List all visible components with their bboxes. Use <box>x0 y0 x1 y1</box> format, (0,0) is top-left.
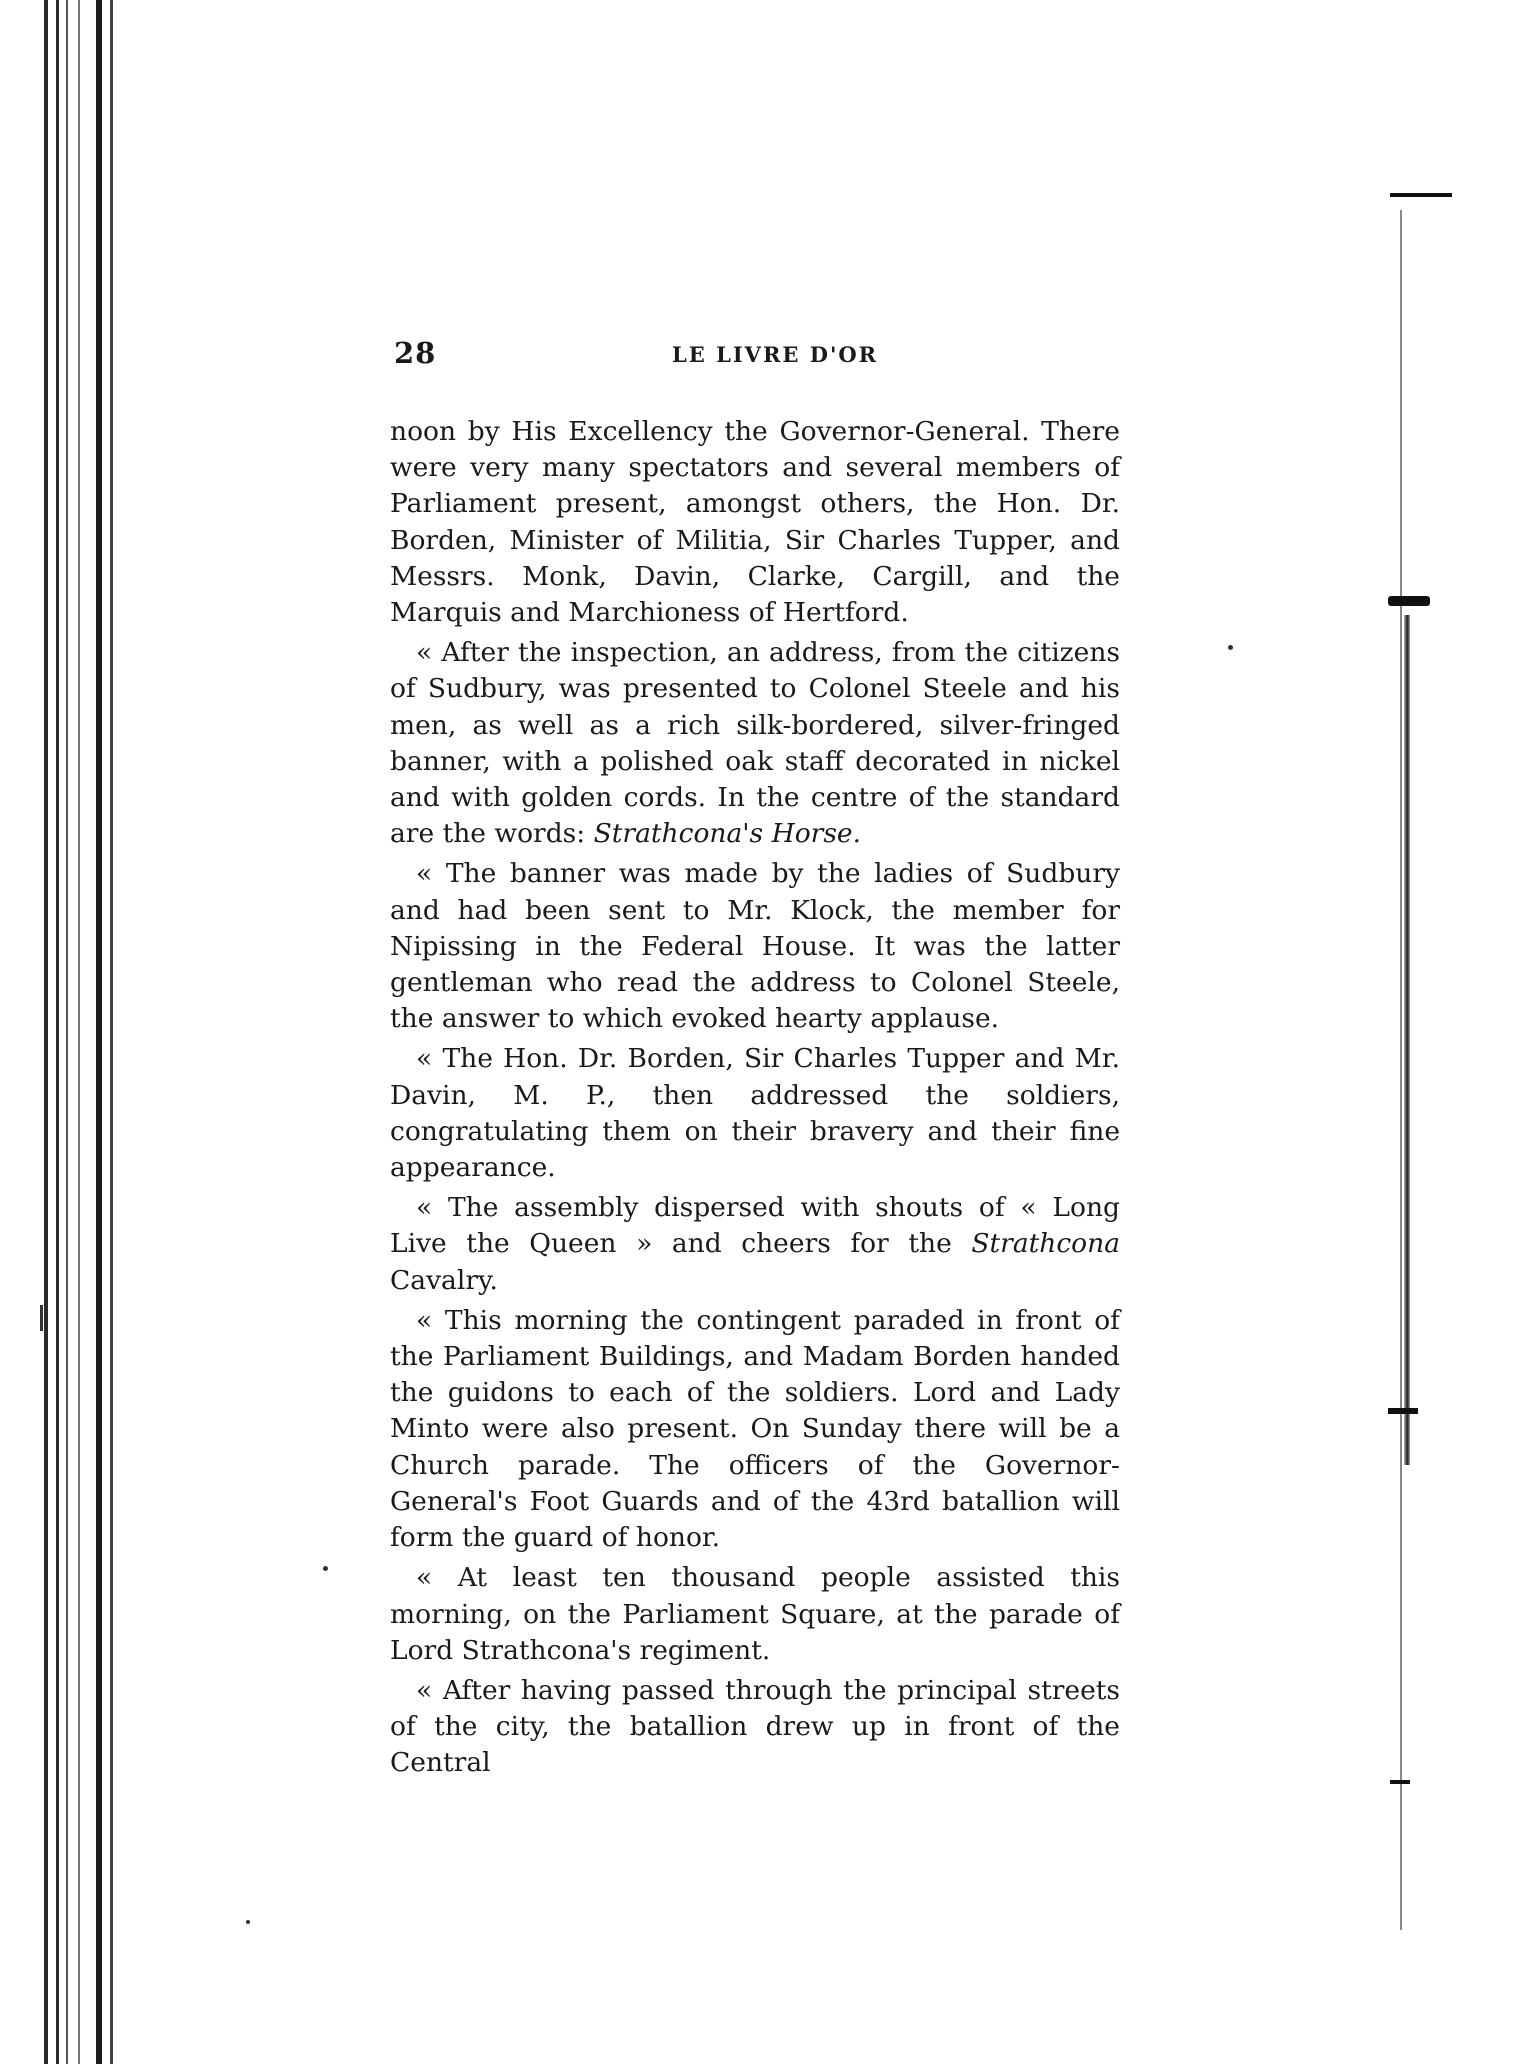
paragraph-4 <box>390 1041 1120 1186</box>
paragraph-text: noon by His Excellency the Governor-General. There were very many spectators and several members of Parliament present, amongst others, the Hon. Dr. Borden, Minister of Militia, Sir Charles Tupper, and Messrs. Monk, Davin, Clarke, Cargill, and the Marquis and Marchioness of Hertford. <box>390 416 1120 629</box>
binding-line <box>78 0 80 2064</box>
paragraph-text: « The assembly dispersed with shouts of « Long Live the Queen » and cheers for the <box>390 1192 1120 1260</box>
book-page <box>390 330 1120 1786</box>
paragraph-3 <box>390 856 1120 1037</box>
running-title: LE LIVRE D'OR <box>672 342 879 367</box>
page-tick-mark <box>1390 193 1452 197</box>
paragraph-7 <box>390 1560 1120 1669</box>
binding-line <box>96 0 102 2064</box>
paper-speck <box>1228 645 1233 650</box>
paragraph-text: « After the inspection, an address, from the citizens of Sudbury, was presented to Colonel Steele and his men, as well as a rich silk-bordered, silver-fringed banner, with a polished oak staff decorated in nickel and with golden cords. In the centre of the standard are the words: <box>390 637 1120 850</box>
paragraph-2 <box>390 635 1120 852</box>
paper-speck <box>246 1920 250 1924</box>
page-number: 28 <box>394 336 437 370</box>
binding-line <box>44 0 48 2064</box>
binding-notch <box>18 1305 43 1331</box>
italic-phrase: Strathcona's Horse. <box>593 818 862 850</box>
next-leaf-strip <box>1404 615 1410 1465</box>
paragraph-text: « The Hon. Dr. Borden, Sir Charles Tupper and Mr. Davin, M. P., then addressed the soldiers, congratulating them on their bravery and their fine appearance. <box>390 1043 1120 1184</box>
paragraph-1 <box>390 414 1120 631</box>
book-binding-edge <box>0 0 118 2064</box>
binding-line <box>110 0 113 2064</box>
italic-phrase: Strathcona <box>971 1228 1120 1260</box>
binding-line <box>56 0 59 2064</box>
binding-line <box>66 0 68 2064</box>
paragraph-text: « After having passed through the principal streets of the city, the batallion drew up in front of the Central <box>390 1674 1120 1779</box>
page-tick-mark <box>1388 596 1430 606</box>
paragraph-5 <box>390 1190 1120 1299</box>
page-tick-mark <box>1388 1408 1418 1414</box>
paragraph-8 <box>390 1673 1120 1782</box>
body-text <box>390 414 1120 1782</box>
running-head <box>390 330 1120 380</box>
paragraph-text: Cavalry. <box>390 1264 498 1296</box>
paragraph-text: « At least ten thousand people assisted this morning, on the Parliament Square, at the parade of Lord Strathcona's regiment. <box>390 1562 1120 1666</box>
paragraph-text: « The banner was made by the ladies of Sudbury and had been sent to Mr. Klock, the member for Nipissing in the Federal House. It was the latter gentleman who read the address to Colonel Steele, the answer to which evoked hearty applause. <box>390 858 1120 1035</box>
paragraph-6 <box>390 1303 1120 1556</box>
page-tick-mark <box>1390 1780 1410 1784</box>
paper-speck <box>323 1566 328 1571</box>
paragraph-text: « This morning the contingent paraded in front of the Parliament Buildings, and Madam Borden handed the guidons to each of the soldiers. Lord and Lady Minto were also present. On Sunday there will be a Church parade. The officers of the Governor-General's Foot Guards and of the 43rd batallion will form the guard of honor. <box>390 1304 1120 1554</box>
right-page-edge <box>1400 210 1402 1930</box>
